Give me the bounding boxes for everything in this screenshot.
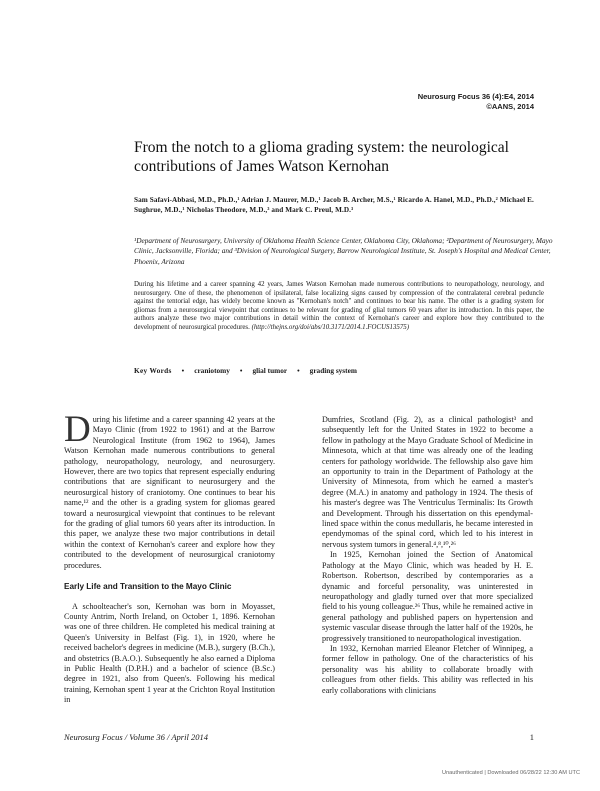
body-column-right: [322, 415, 533, 696]
body-paragraph: A schoolteacher's son, Kernohan was born in Moyasset, County Antrim, North Ireland, on October 1, 1896. Kernohan was one of three children. He completed his medical training at Queen's University in Belfast (Fig. 1), in 1920, where he received bachelor's degrees in medicine (M.B.), surgery (B.Ch.), and obstetrics (B.A.O.). Subsequently he also earned a Diploma in Public Health (D.P.H.) and a bachelor of science (B.Sc.) degree in 1921, also from Queen's. Following his medical training, Kernohan spent 1 year at the Crichton Royal Institution in: [64, 601, 275, 705]
bullet-icon: •: [181, 366, 185, 375]
section-heading: Early Life and Transition to the Mayo Clinic: [64, 582, 232, 592]
body-paragraph: Dumfries, Scotland (Fig. 2), as a clinical pathologist³ and subsequently left for the United States in 1922 to become a fellow in pathology at the Mayo Graduate School of Medicine in Minnesota, which at that time was already one of the leading centers for pathology worldwide. The fellowship also gave him an opportunity to train in the Department of Pathology at the University of Minnesota, from which he earned a master's degree (M.A.) in anatomy and pathology in 1924. The thesis of his master's degree was The Ventriculus Terminalis: Its Growth and Development. Through his dissertation on this ependymal-lined space within the conus medullaris, he became interested in ependymomas of the spinal cord, which led to his interest in nervous system tumors in general.⁴,⁸,¹⁰,²⁶: [322, 415, 533, 549]
keywords-row: [134, 366, 554, 375]
page-number: 1: [529, 732, 534, 742]
bullet-icon: •: [239, 366, 243, 375]
author-list: Sam Safavi-Abbasi, M.D., Ph.D.,¹ Adrian J. Maurer, M.D.,¹ Jacob B. Archer, M.S.,¹ Ricardo A. Hanel, M.D., Ph.D.,² Michael E. Sughrue, M.D.,¹ Nicholas Theodore, M.D.,³ and Mark C. Preul, M.D.³: [134, 196, 534, 215]
article-title: From the notch to a glioma grading system: the neurological contributions of James Watson Kernohan: [134, 139, 509, 175]
doi-link[interactable]: (http://thejns.org/doi/abs/10.3171/2014.1.FOCUS13575): [251, 323, 410, 331]
journal-header: [418, 92, 534, 112]
keyword-item: craniotomy: [194, 366, 230, 375]
keyword-item: grading system: [309, 366, 357, 375]
bullet-icon: •: [297, 366, 300, 375]
drop-cap: D: [64, 409, 91, 450]
intro-paragraph: [64, 409, 275, 571]
copyright-line: ©AANS, 2014: [486, 102, 534, 111]
body-paragraph: In 1932, Kernohan married Eleanor Fletcher of Winnipeg, a former fellow in pathology. One of the characteristics of his personality was his ability to collaborate broadly with colleagues from other fields. This ability was reflected in his early collaborations with clinicians: [322, 643, 533, 695]
body-column-left: [64, 409, 275, 706]
journal-citation-line: Neurosurg Focus 36 (4):E4, 2014: [417, 92, 534, 101]
keywords-label: Key Words: [134, 366, 172, 375]
affiliations: ¹Department of Neurosurgery, University of Oklahoma Health Science Center, Oklahoma City, Oklahoma; ²Department of Neurosurgery, Mayo Clinic, Jacksonville, Florida; and ³Division of Neurological Surgery, Barrow Neurological Institute, St. Joseph's Hospital and Medical Center, Phoenix, Arizona: [134, 236, 553, 266]
body-paragraph: In 1925, Kernohan joined the Section of Anatomical Pathology at the Mayo Clinic, which was headed by H. E. Robertson. Robertson, described by contemporaries as a dynamic and forceful personality, was uninterested in neuropathology and gladly turned over that more specialized field to his young colleague.²⁶ Thus, while he remained active in general pathology and published papers on hypertension and systemic vascular disease through the latter half of the 1920s, he progressively transitioned to neuropathological investigation.: [322, 550, 533, 643]
intro-text: uring his lifetime and a career spanning 42 years at the Mayo Clinic (from 1922 to 1961) and at the Barrow Neurological Institute (from 1962 to 1964), James Watson Kernohan made numerous contributions to general pathology, neuropathology, neurology, and neurosurgery. However, there are two topics that represent especially enduring contributions that are significant to neurosurgery and the neurosurgical history of craniotomy. One continues to bear his name,¹² and the other is a grading system for gliomas geared toward a neurosurgical viewpoint that continues to be relevant for the grading of glial tumors 60 years after its introduction. In this paper, we analyze these two major contributions in detail within the context of Kernohan's career and explore how they contributed to the development of neurosurgical craniotomy procedures.: [64, 415, 275, 570]
abstract: [134, 281, 544, 333]
footer-citation: Neurosurg Focus / Volume 36 / April 2014: [64, 732, 208, 742]
download-stamp: Unauthenticated | Downloaded 06/28/22 12:30 AM UTC: [442, 770, 580, 776]
keyword-item: glial tumor: [252, 366, 288, 375]
abstract-text: During his lifetime and a career spanning 42 years, James Watson Kernohan made numerous contributions to neuropathology, neurology, and neurosurgery. One of these, the phenomenon of ipsilateral, false localizing signs caused by compression of the contralateral cerebral peduncle against the tentorial edge, has widely become known as "Kernohan's notch" and continues to bear his name. The other is a grading system for gliomas from a neurosurgical viewpoint that continues to be relevant for grading of glial tumors 60 years after its introduction. In this paper, the authors analyze these two major contributions in detail within the context of Kernohan's career and explore how they contributed to the development of neurosurgical procedures.: [134, 281, 544, 331]
